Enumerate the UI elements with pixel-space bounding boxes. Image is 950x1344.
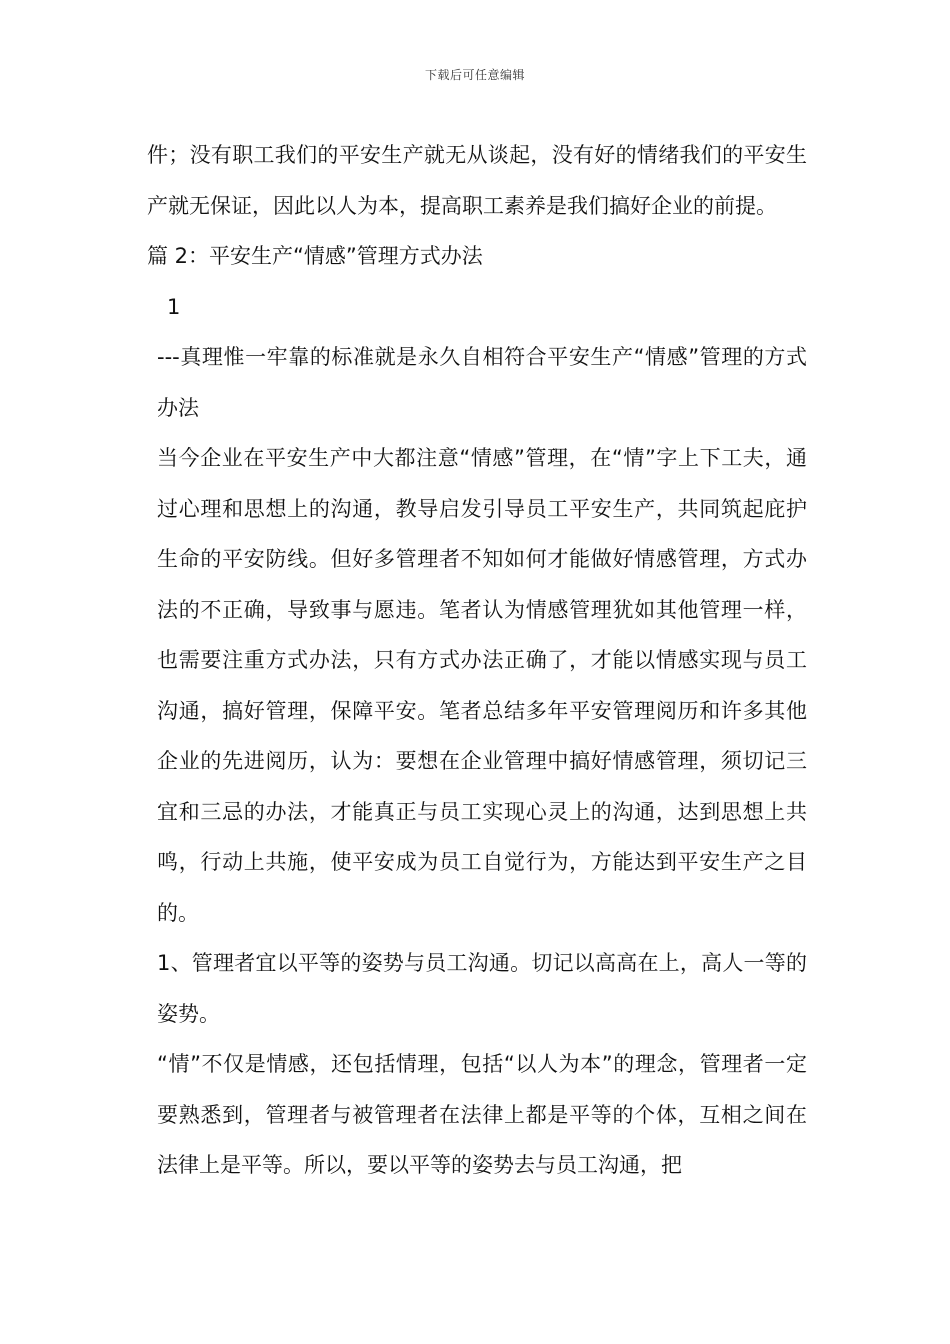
paragraph-point-1-body: “情”不仅是情感，还包括情理，包括“以人为本”的理念，管理者一定要熟悉到，管理者与被管理者在法律上都是平等的个体，互相之间在法律上是平等。所以，要以平等的姿势去与员工沟通，把 bbox=[157, 1052, 807, 1177]
page-header: 下载后可任意编辑 bbox=[424, 68, 525, 82]
section-title: 篇 2：平安生产“情感”管理方式办法 bbox=[147, 244, 483, 268]
paragraph-intro: 当今企业在平安生产中大都注意“情感”管理，在“情”字上下工夫，通过心理和思想上的沟通，教导启发引导员工平安生产，共同筑起庇护生命的平安防线。但好多管理者不知如何才能做好情感管理，方式办法的不正确，导致事与愿违。笔者认为情感管理犹如其他管理一样，也需要注重方式办法，只有方式办法正确了，才能以情感实现与员工沟通，搞好管理，保障平安。笔者总结多年平安管理阅历和许多其他企业的先进阅历，认为：要想在企业管理中搞好情感管理，须切记三宜和三忌的办法，才能真正与员工实现心灵上的沟通，达到思想上共鸣，行动上共施，使平安成为员工自觉行为，方能达到平安生产之目的。 bbox=[157, 446, 807, 925]
document-body bbox=[147, 130, 807, 1191]
section-number: 1 bbox=[167, 294, 181, 319]
paragraph-continuation: 件；没有职工我们的平安生产就无从谈起，没有好的情绪我们的平安生产就无保证，因此以人为本，提高职工素养是我们搞好企业的前提。 bbox=[147, 143, 807, 218]
subtitle-quote: ---真理惟一牢靠的标准就是永久自相符合平安生产“情感”管理的方式办法 bbox=[157, 345, 807, 420]
paragraph-point-1: 1、管理者宜以平等的姿势与员工沟通。切记以高高在上，高人一等的姿势。 bbox=[157, 951, 807, 1026]
